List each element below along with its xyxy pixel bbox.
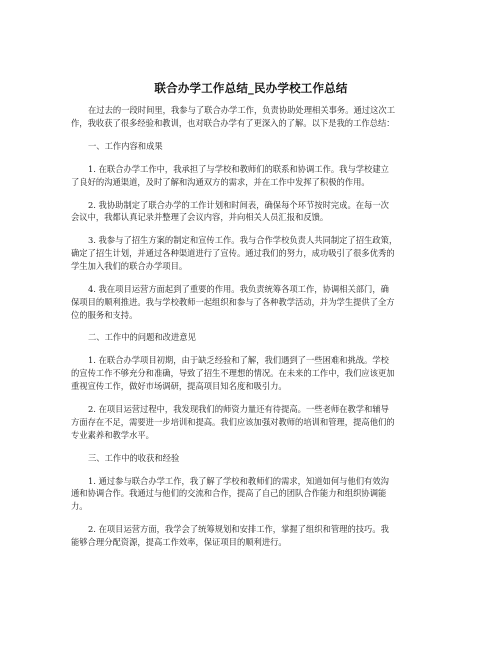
text-line: 专业素养和教学水平。 <box>71 429 154 440</box>
text-line: 1. 通过参与联合办学工作，我了解了学校和教师们的需求，知道如何与他们有效沟 <box>88 475 389 486</box>
text-line: 保项目的顺利推进。我与学校教师一起组织和参与了各种教学活动，并为学生提供了全方 <box>71 296 395 307</box>
paragraph-problems-1 <box>71 354 436 392</box>
text-line: 学生加入我们的联合办学项目。 <box>71 260 188 271</box>
text-line: 1. 在联合办学项目初期，由于缺乏经验和了解，我们遇到了一些困难和挑战。学校 <box>88 355 389 366</box>
section-heading-work-content <box>71 140 436 153</box>
text-line: 2. 在项目运营方面，我学会了统筹规划和安排工作，掌握了组织和管理的技巧。我 <box>88 524 389 535</box>
section-heading-problems <box>71 331 436 344</box>
document-title: 联合办学工作总结_民办学校工作总结 <box>154 81 348 95</box>
text-line: 位的服务和支持。 <box>71 309 138 320</box>
text-line: 确定了招生计划，并通过各种渠道进行了宣传。通过我们的努力，成功吸引了很多优秀的 <box>71 248 395 259</box>
text-line: 3. 我参与了招生方案的制定和宣传工作。我与合作学校负责人共同制定了招生政策， <box>88 235 398 246</box>
text-line: 能够合理分配资源，提高工作效率，保证项目的顺利进行。 <box>71 536 287 547</box>
text-line: 1. 在联合办学工作中，我承担了与学校和教师们的联系和协调工作。我与学校建立 <box>88 163 389 174</box>
paragraph-intro <box>71 104 436 130</box>
paragraph-content-2 <box>71 199 436 225</box>
text-line: 会议中，我都认真记录并整理了会议内容，并向相关人员汇报和反馈。 <box>71 212 329 223</box>
paragraph-gains-1 <box>71 475 436 513</box>
text-line: 2. 我协助制定了联合办学的工作计划和时间表，确保每个环节按时完成。在每一次 <box>88 199 389 210</box>
text-line: 在过去的一段时间里，我参与了联合办学工作，负责协助处理相关事务。通过这次工 <box>88 105 395 115</box>
text-line: 作，我收获了很多经验和教训，也对联合办学有了更深入的了解。以下是我的工作总结： <box>71 117 395 128</box>
section-heading: 二、工作中的问题和改进意见 <box>88 332 196 343</box>
text-line: 的宣传工作不够充分和准确，导致了招生不理想的情况。在未来的工作中，我们应该更加 <box>71 368 395 379</box>
text-line: 重视宣传工作，做好市场调研，提高项目知名度和吸引力。 <box>71 381 287 392</box>
paragraph-problems-2 <box>71 403 436 441</box>
text-line: 通和协调合作。我通过与他们的交流和合作，提高了自己的团队合作能力和组织协调能 <box>71 488 387 499</box>
paragraph-content-1 <box>71 163 436 189</box>
document-body <box>71 104 436 559</box>
section-heading-gains <box>71 452 436 465</box>
text-line: 4. 我在项目运营方面起到了重要的作用。我负责统筹各项工作，协调相关部门，确 <box>88 283 389 294</box>
text-line: 2. 在项目运营过程中，我发现我们的师资力量还有待提高。一些老师在教学和辅导 <box>88 404 389 415</box>
text-line: 力。 <box>71 501 88 512</box>
paragraph-content-4 <box>71 283 436 321</box>
paragraph-content-3 <box>71 234 436 272</box>
text-line: 方面存在不足，需要进一步培训和提高。我们应该加强对教师的培训和管理，提高他们的 <box>71 416 395 427</box>
text-line: 了良好的沟通渠道，及时了解和沟通双方的需求，并在工作中发挥了积极的作用。 <box>71 176 370 187</box>
section-heading: 一、工作内容和成果 <box>88 140 163 151</box>
paragraph-gains-2 <box>71 523 436 549</box>
section-heading: 三、工作中的收获和经验 <box>88 452 180 463</box>
